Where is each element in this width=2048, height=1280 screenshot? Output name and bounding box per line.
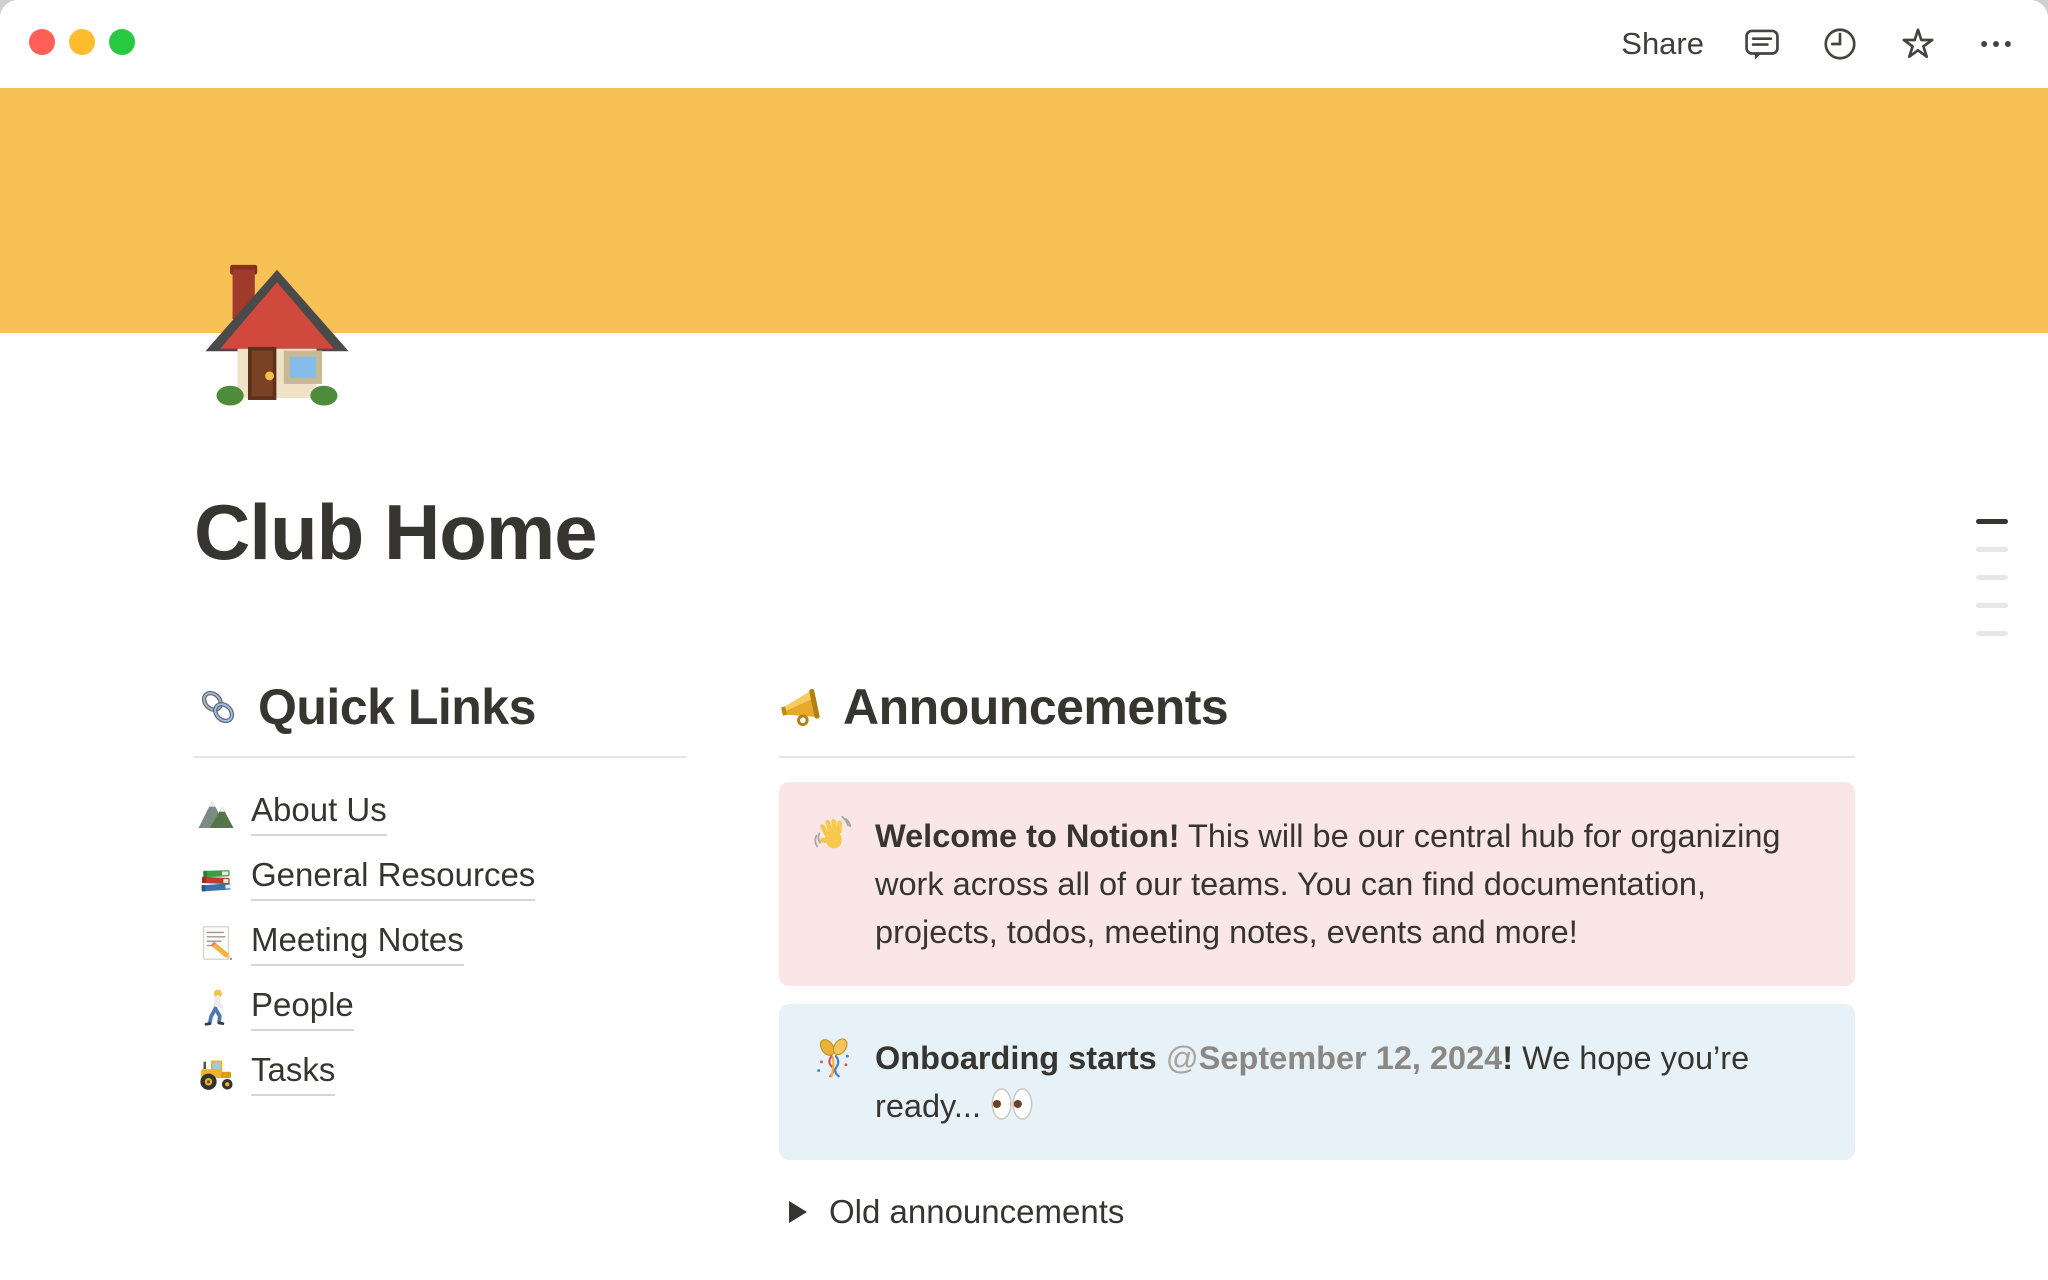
divider — [779, 756, 1855, 758]
announcements-heading-label: Announcements — [843, 679, 1229, 735]
quick-link-label[interactable]: People — [251, 984, 354, 1030]
toc-line[interactable] — [1976, 603, 2008, 608]
mountain-icon — [194, 793, 238, 833]
quick-link-label[interactable]: About Us — [251, 789, 387, 835]
quick-link-item[interactable] — [194, 780, 686, 845]
confetti-icon — [809, 1034, 857, 1130]
topbar-actions — [1621, 0, 2016, 88]
callout-text-segment: September 12, 2024 — [1198, 1040, 1503, 1076]
callout — [779, 1004, 1855, 1160]
quick-links-heading — [194, 676, 686, 738]
house-icon[interactable] — [198, 250, 356, 408]
toc-line[interactable] — [1976, 519, 2008, 524]
wave-icon — [809, 812, 857, 956]
link-icon — [194, 683, 242, 731]
old-announcements-toggle[interactable] — [779, 1188, 1855, 1236]
quick-link-label[interactable]: General Resources — [251, 854, 535, 900]
close-window-button[interactable] — [29, 29, 55, 55]
quick-link-label[interactable]: Tasks — [251, 1049, 335, 1095]
quick-links-heading-label: Quick Links — [258, 679, 536, 735]
toc-line[interactable] — [1976, 631, 2008, 636]
share-button[interactable]: Share — [1621, 26, 1704, 61]
zoom-window-button[interactable] — [109, 29, 135, 55]
callout-text-segment: Onboarding starts — [875, 1040, 1166, 1076]
toggle-label: Old announcements — [829, 1193, 1125, 1230]
callout-list — [779, 782, 1855, 1160]
quick-links-column — [194, 676, 686, 1105]
megaphone-icon — [779, 683, 827, 731]
quick-link-item[interactable] — [194, 1040, 686, 1105]
more-icon[interactable] — [1976, 24, 2016, 64]
table-of-contents — [1976, 519, 2008, 659]
callout-text-segment: ready... — [875, 1088, 991, 1124]
page-title[interactable]: Club Home — [194, 488, 597, 576]
callout-text-segment: work across all of our teams. You can find documentation, — [875, 866, 1707, 902]
tractor-icon — [194, 1053, 238, 1093]
callout-text-segment: @ — [1165, 1040, 1199, 1076]
announcements-column — [779, 676, 1855, 1236]
comment-icon[interactable] — [1742, 24, 1782, 64]
callout-text-segment: Welcome to Notion! — [875, 818, 1180, 854]
star-icon[interactable] — [1898, 24, 1938, 64]
callout-text-segment: We hope you’re — [1513, 1040, 1750, 1076]
window-titlebar — [0, 0, 2048, 88]
callout-text-segment: ! — [1502, 1040, 1514, 1076]
quick-link-item[interactable] — [194, 910, 686, 975]
announcements-heading — [779, 676, 1855, 738]
divider — [194, 756, 686, 758]
minimize-window-button[interactable] — [69, 29, 95, 55]
quick-link-item[interactable] — [194, 975, 686, 1040]
callout-text — [875, 812, 1781, 956]
window-controls — [29, 29, 135, 55]
quick-link-label[interactable]: Meeting Notes — [251, 919, 464, 965]
callout-text-segment: projects, todos, meeting notes, events and more! — [875, 914, 1578, 950]
clock-icon[interactable] — [1820, 24, 1860, 64]
toc-line[interactable] — [1976, 547, 2008, 552]
callout — [779, 782, 1855, 986]
quick-links-list — [194, 780, 686, 1105]
memo-icon — [194, 923, 238, 963]
callout-text-segment: This will be our central hub for organizing — [1179, 818, 1781, 854]
eyes-icon — [990, 1086, 1034, 1122]
topbar-icons — [1742, 24, 2016, 64]
toc-line[interactable] — [1976, 575, 2008, 580]
quick-link-item[interactable] — [194, 845, 686, 910]
callout-text — [875, 1034, 1749, 1130]
toggle-triangle-icon — [789, 1201, 807, 1223]
walking-icon — [194, 988, 238, 1028]
books-icon — [194, 858, 238, 898]
